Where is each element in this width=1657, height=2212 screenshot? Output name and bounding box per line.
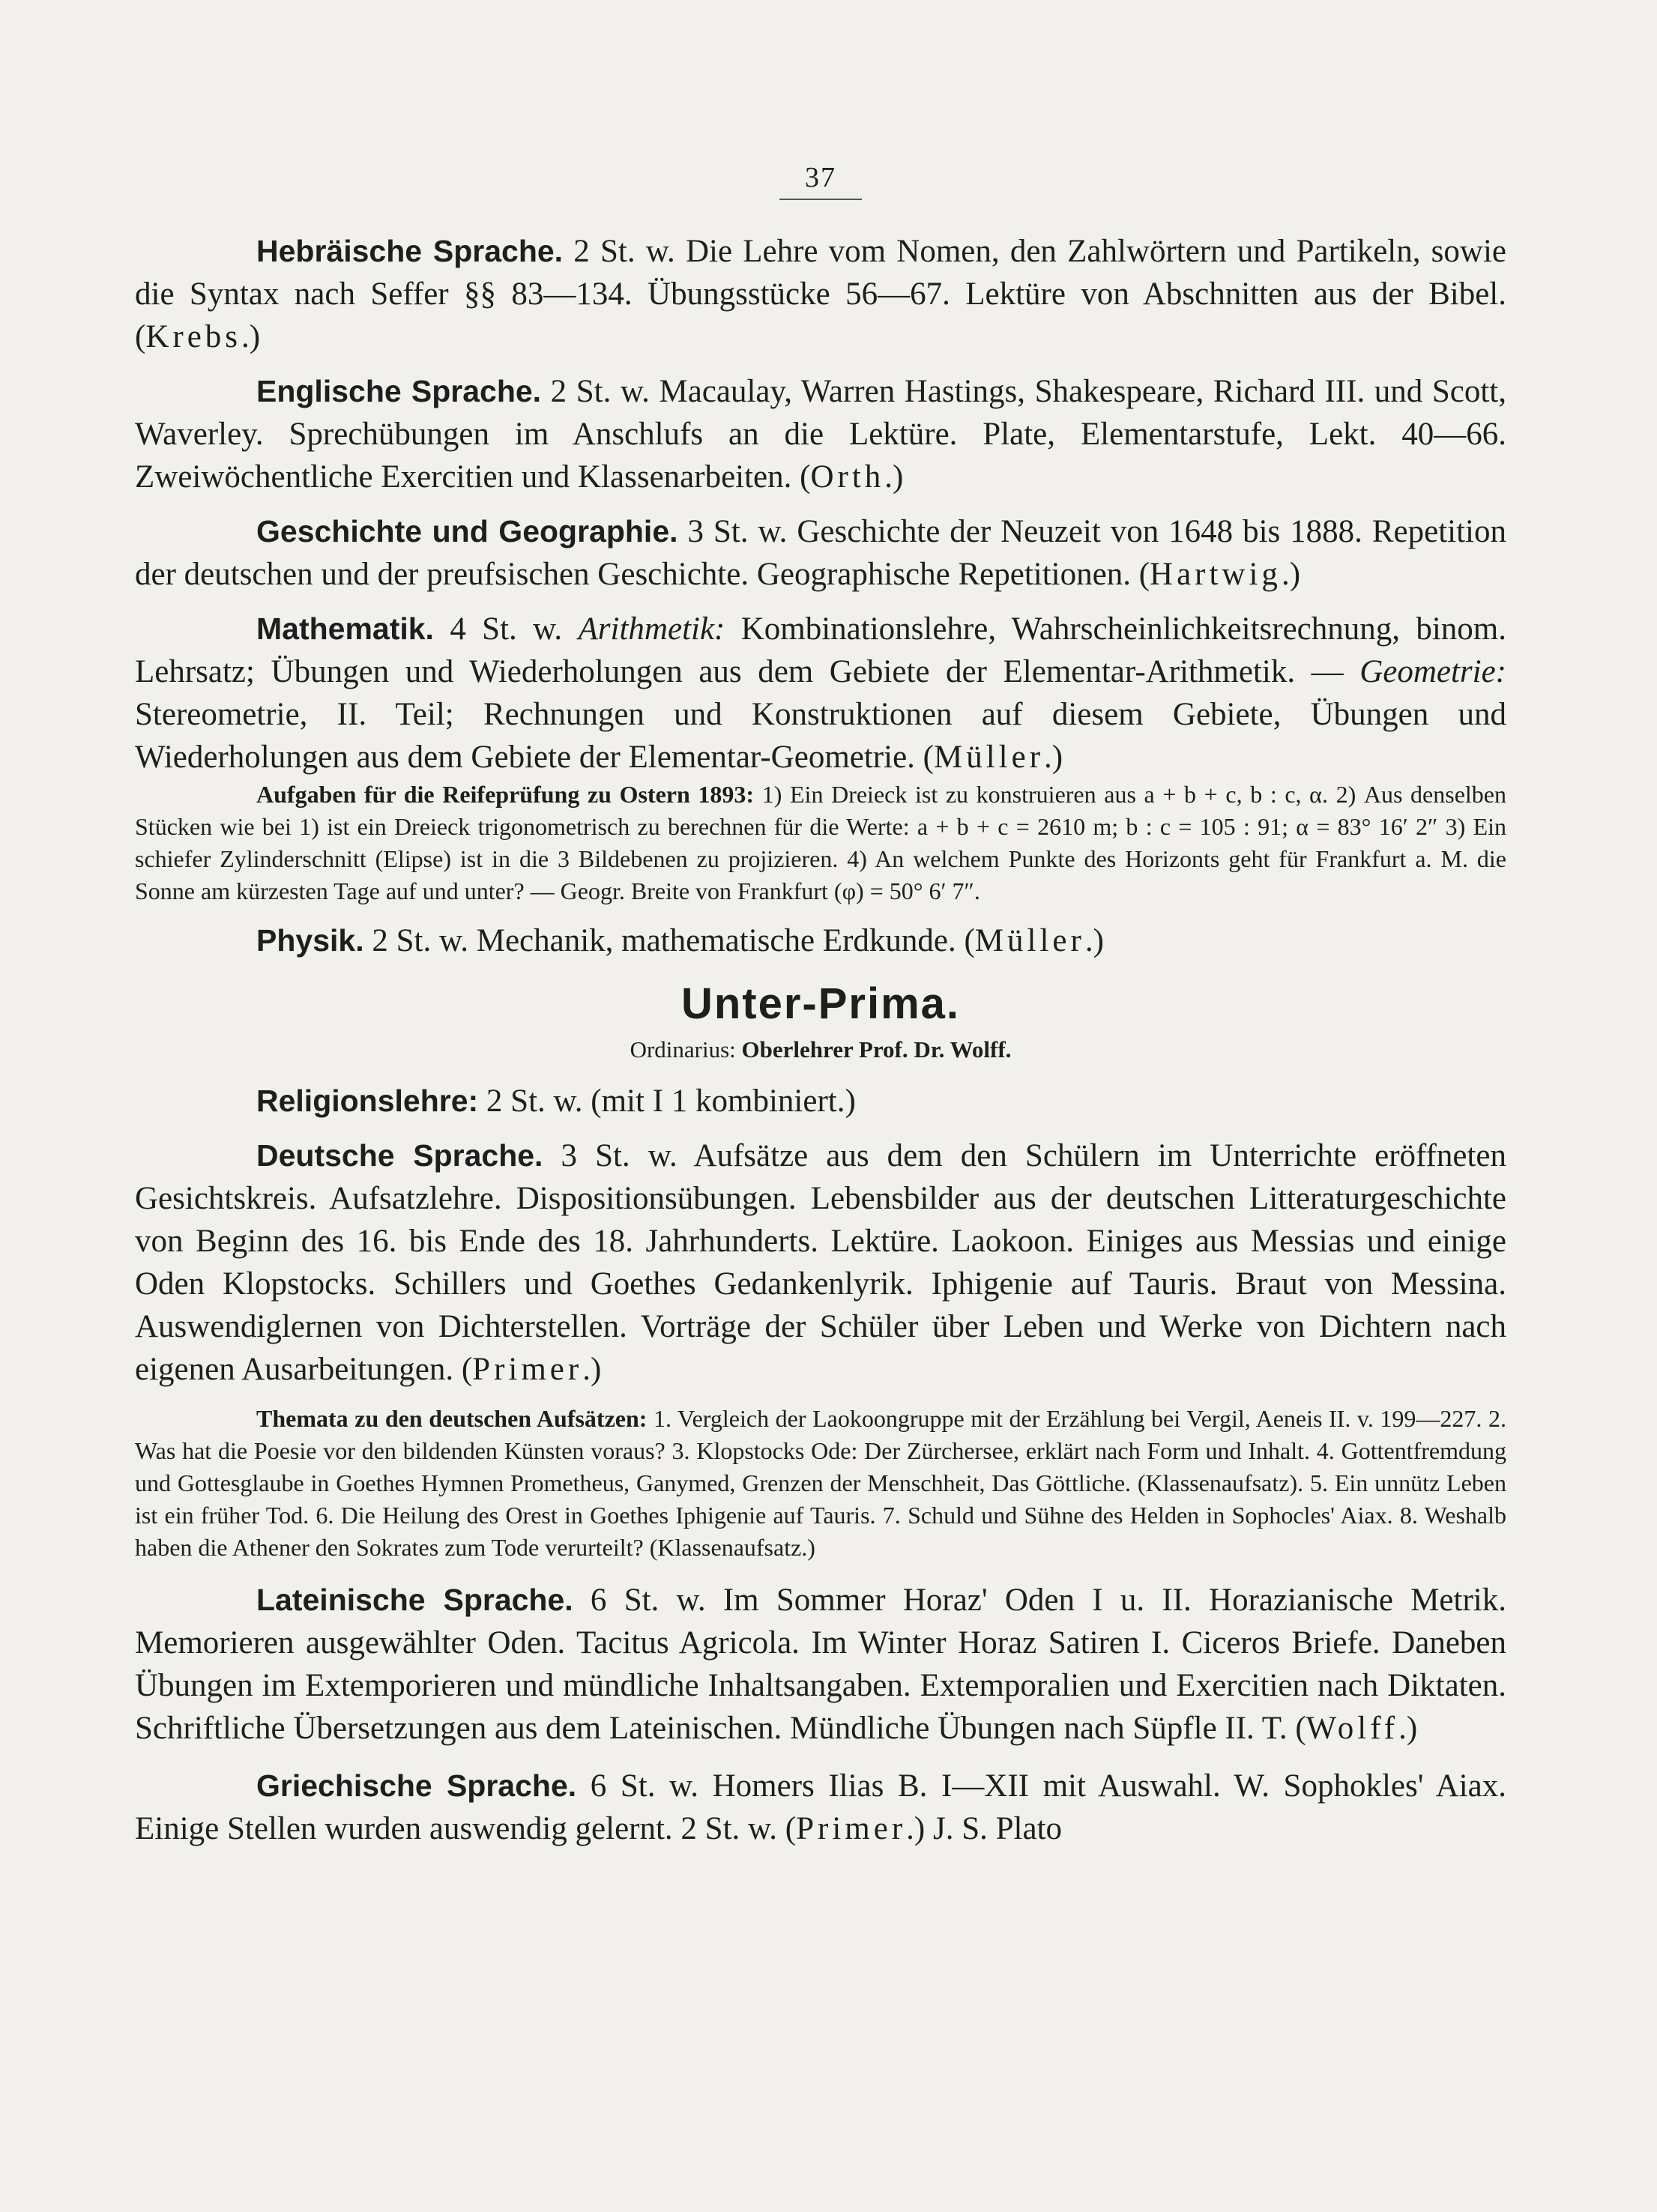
exam-tasks-heading: Aufgaben für die Reifeprüfung zu Ostern 1893:: [256, 781, 755, 808]
subject-heading: Physik.: [256, 923, 364, 958]
subject-heading: Griechische Sprache.: [256, 1768, 577, 1803]
subject-heading: Englische Sprache.: [256, 374, 542, 408]
subject-hebrew: Hebräische Sprache. 2 St. w. Die Lehre vom Nomen, den Zahlwörtern und Partikeln, sowie die Syntax nach Seffer §§ 83—134. Übungsstücke 56—67. Lektüre von Abschnitten aus der Bibel. (Krebs.): [135, 234, 1506, 354]
page-number-rule: [779, 199, 862, 200]
geometry-label: Geometrie:: [1359, 654, 1506, 689]
teacher-name: Wolff: [1306, 1711, 1399, 1746]
subject-heading: Hebräische Sprache.: [256, 234, 564, 268]
subject-english: Englische Sprache. 2 St. w. Macaulay, Warren Hastings, Shakespeare, Richard III. und Scott, Waverley. Sprechübungen im Anschlufs an die Lektüre. Plate, Elementarstufe, Lekt. 40—66. Zweiwöchentliche Exercitien und Klassenarbeiten. (Orth.): [135, 374, 1506, 495]
ordinarius-name: Oberlehrer Prof. Dr. Wolff.: [741, 1036, 1012, 1063]
section-ordinarius: Ordinarius: Oberlehrer Prof. Dr. Wolff.: [630, 1036, 1012, 1063]
essay-topics-heading: Themata zu den deutschen Aufsätzen:: [256, 1405, 648, 1432]
page-number: 37: [805, 162, 836, 193]
teacher-name: Müller: [974, 923, 1085, 958]
subject-heading: Deutsche Sprache.: [256, 1138, 543, 1173]
document-page: [135, 161, 1506, 1850]
teacher-name: Müller: [933, 740, 1045, 775]
subject-heading: Religionslehre:: [256, 1084, 479, 1118]
subject-german: Deutsche Sprache. 3 St. w. Aufsätze aus dem den Schülern im Unterrichte eröffneten Gesichtskreis. Aufsatzlehre. Dispositionsübungen. Lebensbilder aus der deutschen Litteraturgeschichte von Beginn des 16. bis Ende des 18. Jahrhunderts. Lektüre. Laokoon. Einiges aus Messias und einige Oden Klopstocks. Schillers und Goethes Gedankenlyrik. Iphigenie auf Tauris. Braut von Messina. Auswendiglernen von Dichterstellen. Vorträge der Schüler über Leben und Werke von Dichtern nach eigenen Ausarbeitungen. (Primer.): [135, 1138, 1506, 1387]
subject-text: 2 St. w. Die Lehre vom Nomen, den Zahlwörtern und Partikeln, sowie die Syntax nach Seffer §§ 83—134. Übungsstücke 56—67. Lektüre von Abschnitten aus der Bibel. (: [135, 234, 1506, 354]
subject-mathematics: Mathematik. 4 St. w. Arithmetik: Kombinationslehre, Wahrscheinlichkeitsrechnung, binom. Lehrsatz; Übungen und Wiederholungen aus dem Gebiete der Elementar-Arithmetik. — Geometrie: Stereometrie, II. Teil; Rechnungen und Konstruktionen auf diesem Gebiete, Übungen und Wiederholungen aus dem Gebiete der Elementar-Geometrie. (Müller.): [135, 611, 1507, 775]
section-title: Unter-Prima.: [680, 979, 961, 1028]
subject-heading: Lateinische Sprache.: [256, 1583, 573, 1617]
exam-tasks-text: 1) Ein Dreieck ist zu konstruieren aus a + b + c, b : c, α. 2) Aus denselben Stücken wie bei 1) ist ein Dreieck trigonometrisch zu berechnen für die Werte: a + b + c = 2610 m; b : c = 105 : 91; α = 83° 16′ 2″ 3) Ein schiefer Zylinderschnitt (Elipse) ist in die 3 Bildebenen zu projizieren. 4) An welchem Punkte des Horizonts geht für Frankfurt a. M. die Sonne am kürzesten Tage auf und unter? — Geogr. Breite von Frankfurt (φ) = 50° 6′ 7″.: [135, 781, 1507, 904]
teacher-name: Krebs: [145, 319, 242, 354]
essay-topics-note: [135, 1403, 1506, 1564]
subject-heading: Geschichte und Geographie.: [256, 514, 678, 549]
subject-religion: Religionslehre: 2 St. w. (mit I 1 kombiniert.): [256, 1084, 856, 1119]
teacher-name: Primer: [472, 1352, 583, 1387]
teacher-name: Orth: [810, 459, 885, 495]
subject-text: 2 St. w. Macaulay, Warren Hastings, Shakespeare, Richard III. und Scott, Waverley. Sprechübungen im Anschlufs an die Lektüre. Plate, Elementarstufe, Lekt. 40—66. Zweiwöchentliche Exercitien und Klassenarbeiten. (: [135, 374, 1506, 495]
teacher-name: Primer: [796, 1811, 907, 1846]
arithmetic-label: Arithmetik:: [578, 611, 725, 647]
subject-heading: Mathematik.: [256, 611, 434, 646]
essay-topics-text: 1. Vergleich der Laokoongruppe mit der Erzählung bei Vergil, Aeneis II. v. 199—227. 2. Was hat die Poesie vor den bildenden Künsten voraus? 3. Klopstocks Ode: Der Zürchersee, erklärt nach Form und Inhalt. 4. Gottentfremdung und Gottesglaube in Goethes Hymnen Prometheus, Ganymed, Grenzen der Menschheit, Das Göttliche. (Klassenaufsatz). 5. Ein unnütz Leben ist ein früher Tod. 6. Die Heilung des Orest in Goethes Iphigenie auf Tauris. 7. Schuld und Sühne des Helden in Sophocles' Aiax. 8. Weshalb haben die Athener den Sokrates zum Tode verurteilt? (Klassenaufsatz.): [135, 1405, 1507, 1561]
subject-physics: Physik. 2 St. w. Mechanik, mathematische Erdkunde. (Müller.): [256, 923, 1104, 958]
subject-greek: Griechische Sprache. 6 St. w. Homers Ilias B. I—XII mit Auswahl. W. Sophokles' Aiax. Einige Stellen wurden auswendig gelernt. 2 St. w. (Primer.) J. S. Plato: [135, 1768, 1507, 1846]
teacher-name: Hartwig: [1150, 557, 1282, 592]
exam-tasks-note: [135, 779, 1506, 907]
subject-history: Geschichte und Geographie. 3 St. w. Geschichte der Neuzeit von 1648 bis 1888. Repetition der deutschen und der preufsischen Geschichte. Geographische Repetitionen. (Hartwig.): [135, 514, 1506, 592]
subject-text: 3 St. w. Geschichte der Neuzeit von 1648 bis 1888. Repetition der deutschen und der preufsischen Geschichte. Geographische Repetitionen. (: [135, 514, 1506, 592]
subject-latin: Lateinische Sprache. 6 St. w. Im Sommer Horaz' Oden I u. II. Horazianische Metrik. Memorieren ausgewählter Oden. Tacitus Agricola. Im Winter Horaz Satiren I. Ciceros Briefe. Daneben Übungen im Extemporieren und mündliche Inhaltsangaben. Extemporalien und Exercitien nach Diktaten. Schriftliche Übersetzungen aus dem Lateinischen. Mündliche Übungen nach Süpfle II. T. (Wolff.): [135, 1583, 1506, 1746]
